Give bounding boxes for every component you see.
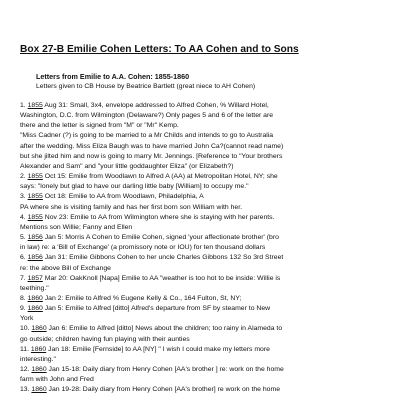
entry-text: Aug 31: Small, 3x4, envelope addressed to Alfred Cohen, % Willard Hotel, — [42, 102, 269, 109]
entry-text: Jan 2: Emilie to Alfred % Eugene Kelly & Co., 164 Fulton, St, NY; — [42, 294, 242, 302]
entry-year: 1855 — [27, 193, 43, 201]
entry-text: Nov 23: Emilie to AA from Wilmington where she is staying with her parents. — [42, 213, 275, 221]
entry-number: 6. — [20, 254, 28, 262]
entry-line — [20, 101, 392, 111]
entry-line: York — [20, 315, 34, 323]
entry-number: 5. — [20, 234, 28, 242]
entry-line — [20, 213, 392, 223]
entry-text: Jan 18: Emilie [Fernside] to AA [NY] " I wish I could make my letters more — [46, 345, 270, 353]
entry-line — [20, 274, 392, 284]
entry-number: 12. — [20, 366, 32, 374]
entry-line — [20, 233, 392, 243]
entry-year: 1855 — [27, 102, 43, 109]
entry-line — [20, 253, 392, 263]
entry-text: Jan 5: Emilie to Alfred [ditto] Alfred's departure from SF by steamer to New — [42, 305, 271, 313]
section-subheading: Letters given to CB House by Beatrice Bartlett (great niece to AH Cohen) — [36, 83, 256, 90]
entry-line — [20, 385, 392, 395]
entry-line: in law) re: a 'Bill of Exchange' (a promissory note or IOU) for ten thousand dollars — [20, 244, 266, 252]
entry-line: Mentions son Willie; Fanny and Ellen — [20, 223, 133, 231]
entry-line — [20, 304, 392, 314]
entry-text: Jan 6: Emilie to Alfred [ditto] News about the children; too rainy in Alameda to — [46, 325, 283, 333]
entry-line — [20, 345, 392, 355]
entry-year: 1860 — [27, 294, 43, 302]
entry-line — [20, 365, 392, 375]
entry-line: after the wedding. Miss Eliza Baugh was to have married John Ca?(cannot read name) — [20, 142, 284, 150]
entry-line: farm with John and Fred — [20, 376, 94, 384]
entry-number: 11. — [20, 345, 31, 353]
entry-year: 1855 — [27, 213, 43, 221]
entry-year: 1855 — [27, 173, 43, 181]
entry-year: 1856 — [27, 254, 43, 262]
entry-text: Jan 31: Emilie Gibbons Cohen to her uncle Charles Gibbons 132 So 3rd Street — [42, 254, 284, 262]
entry-line: but she jilted him and now is going to marry Mr. Jennings. [Reference to "Your brothers — [20, 152, 283, 160]
entry-number: 1. — [20, 102, 28, 109]
entry-number: 10. — [20, 325, 32, 333]
entry-number: 9. — [20, 305, 28, 313]
entry-year: 1860 — [31, 366, 47, 374]
entry-line: there and the letter is signed from "M" or "Mr" Kemp. — [20, 122, 179, 130]
entry-year: 1860 — [31, 325, 47, 333]
entry-line: Washington, D.C. from Wilmington (Delaware?) Only pages 5 and 6 of the letter are — [20, 112, 274, 120]
entry-line: "Miss Cadner (?) is going to be married to a Mr Childs and intends to go to Australia — [20, 132, 274, 140]
entry-line: Alexander and Sam" and "your little goddaughter Eliza" (or Elizabeth?) — [20, 162, 234, 170]
entry-line: re: the above Bill of Exchange — [20, 264, 111, 272]
entry-number: 4. — [20, 213, 28, 221]
entry-text: Jan 15-18: Daily diary from Henry Cohen [AA's brother ] re: work on the home — [46, 366, 284, 374]
entry-line — [20, 324, 392, 334]
entry-line: PA where she is visiting family and has her first born son William with her. — [20, 203, 243, 211]
entry-number: 2. — [20, 173, 28, 181]
entry-line: go outside; children having fun playing with their aunties — [20, 335, 190, 343]
entry-year: 1856 — [27, 234, 43, 242]
entry-line: interesting." — [20, 355, 56, 363]
entry-number: 13. — [20, 386, 32, 394]
entry-line: teething." — [20, 284, 49, 292]
entry-year: 1860 — [27, 305, 43, 313]
entry-text: Mar 20: OakKnoll [Napa] Emilie to AA "weather is too hot to be inside: Willie is — [42, 274, 281, 282]
letter-entries — [20, 101, 392, 396]
entry-line — [20, 294, 392, 304]
entry-line — [20, 172, 392, 182]
entry-line: says: "lonely but glad to have our darling little baby [William] to occupy me." — [20, 183, 249, 191]
entry-number: 3. — [20, 193, 28, 201]
entry-number: 7. — [20, 274, 28, 282]
entry-year: 1857 — [27, 274, 43, 282]
entry-text: Oct 18: Emilie to AA from Woodlawn, Philadelphia, A — [42, 193, 204, 201]
entry-line — [20, 192, 392, 202]
entry-text: Oct 15: Emilie from Woodlawn to Alfred A (AA) at Metropolitan Hotel, NY; she — [42, 173, 278, 181]
document-title: Box 27-B Emilie Cohen Letters: To AA Cohen and to Sons — [20, 44, 299, 55]
entry-text: Jan 19-28: Daily diary from Henry Cohen [AA's brother] re work on the home — [46, 386, 280, 394]
section-heading: Letters from Emilie to A.A. Cohen: 1855-1860 — [36, 72, 190, 81]
entry-number: 8. — [20, 294, 28, 302]
entry-text: Jan 5: Morris A Cohen to Emilie Cohen, signed 'your affectionate brother' (bro — [42, 234, 279, 242]
entry-year: 1860 — [31, 386, 47, 394]
entry-year: 1860 — [30, 345, 47, 353]
